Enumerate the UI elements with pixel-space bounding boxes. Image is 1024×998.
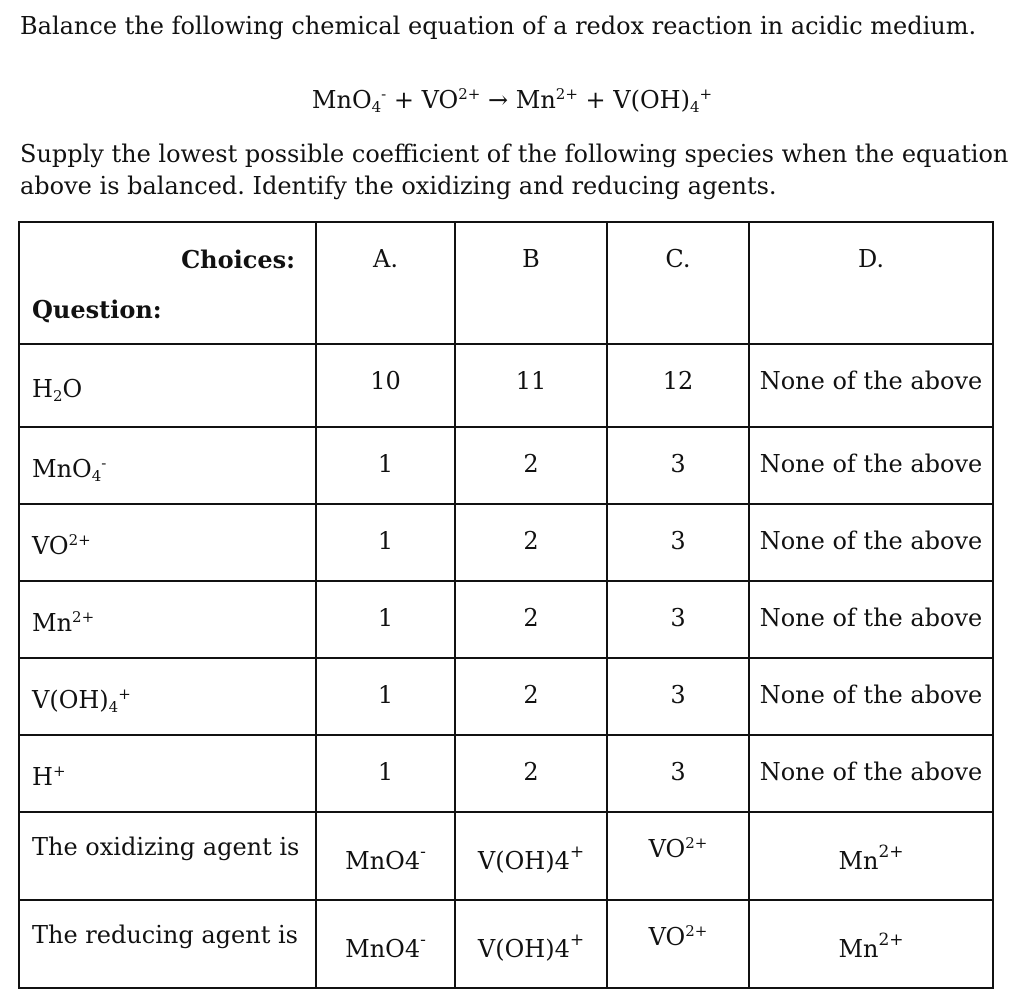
oxidizing-agent-label: The oxidizing agent is [32,833,300,861]
choice-d[interactable]: None of the above [759,604,983,632]
table-row [19,344,993,427]
question-table [18,221,994,989]
intro-text: Balance the following chemical equation of a redox reaction in acidic medium. [20,12,977,40]
choice-d[interactable]: $Mn^{2+}$ [838,930,904,963]
column-header-c: C. [665,245,691,273]
choice-b[interactable]: 2 [523,604,539,632]
choice-c[interactable]: 3 [670,527,686,555]
choice-a[interactable]: 1 [377,450,394,478]
column-header-d: D. [857,245,884,273]
choice-a[interactable]: 1 [377,758,394,786]
reactant-vanadyl: $VO^{2+}$ [421,85,481,114]
instructions-text: Supply the lowest possible coefficient of the following species when the equation above is balanced. Identify the oxidizing and reducing agents. [20,140,1009,200]
choice-a[interactable]: MnO4- [345,930,426,963]
table-row [19,427,993,504]
species-manganese-ion: $Mn^{2+}$ [32,608,95,637]
choice-b[interactable]: 2 [523,681,539,709]
product-vanadium-hydroxide: $V(OH)_4^+$ [613,85,713,116]
species-water: $H_2O$ [32,375,83,405]
choice-c[interactable]: 3 [670,604,686,632]
table-row [19,735,993,812]
table-row [19,581,993,658]
choice-d[interactable]: None of the above [759,758,983,786]
reducing-agent-row [19,900,993,988]
species-vanadium-hydroxide: $V(OH)_4^+$ [32,685,131,716]
species-permanganate: MnO$_4$- [32,454,107,485]
reactant-permanganate: MnO$_4$- [311,85,387,116]
choices-label: Choices: [181,245,295,274]
reducing-agent-label: The reducing agent is [32,921,298,949]
species-hydrogen-ion: H+ [32,762,66,791]
choice-b[interactable]: 2 [523,450,539,478]
choice-d[interactable]: None of the above [759,367,983,395]
question-label: Question: [32,295,162,324]
choice-c[interactable]: $VO^{2+}$ [648,922,708,951]
table-row [19,504,993,581]
choice-a[interactable]: 1 [377,604,394,632]
header-label-cell [19,222,316,344]
product-manganese: $Mn^{2+}$ [515,85,578,114]
column-header-a: A. [373,245,398,273]
choice-a[interactable]: 1 [377,681,394,709]
choice-d[interactable]: $Mn^{2+}$ [838,842,904,875]
choice-a[interactable]: MnO4- [345,842,426,875]
choice-c[interactable]: $VO^{2+}$ [648,834,708,863]
choice-c[interactable]: 3 [670,758,686,786]
choice-c[interactable]: 12 [662,367,694,395]
choice-b[interactable]: V(OH)4+ [477,842,585,875]
table-header-row [19,222,993,344]
choice-d[interactable]: None of the above [759,450,983,478]
choice-b[interactable]: 2 [523,758,539,786]
choice-c[interactable]: 3 [670,681,686,709]
choice-a[interactable]: 10 [370,367,401,395]
column-header-b: B [522,245,540,273]
oxidizing-agent-row [19,812,993,900]
chemical-equation [0,84,1024,116]
choice-b[interactable]: 11 [515,367,547,395]
species-vanadyl: $VO^{2+}$ [32,531,91,560]
plus-sign: + [585,86,606,114]
choice-a[interactable]: 1 [377,527,394,555]
reaction-arrow: → [488,86,509,114]
choice-b[interactable]: V(OH)4+ [477,930,585,963]
choice-d[interactable]: None of the above [759,527,983,555]
table-row [19,658,993,735]
choice-b[interactable]: 2 [523,527,539,555]
plus-sign: + [393,86,414,114]
choice-d[interactable]: None of the above [759,681,983,709]
choice-c[interactable]: 3 [670,450,686,478]
